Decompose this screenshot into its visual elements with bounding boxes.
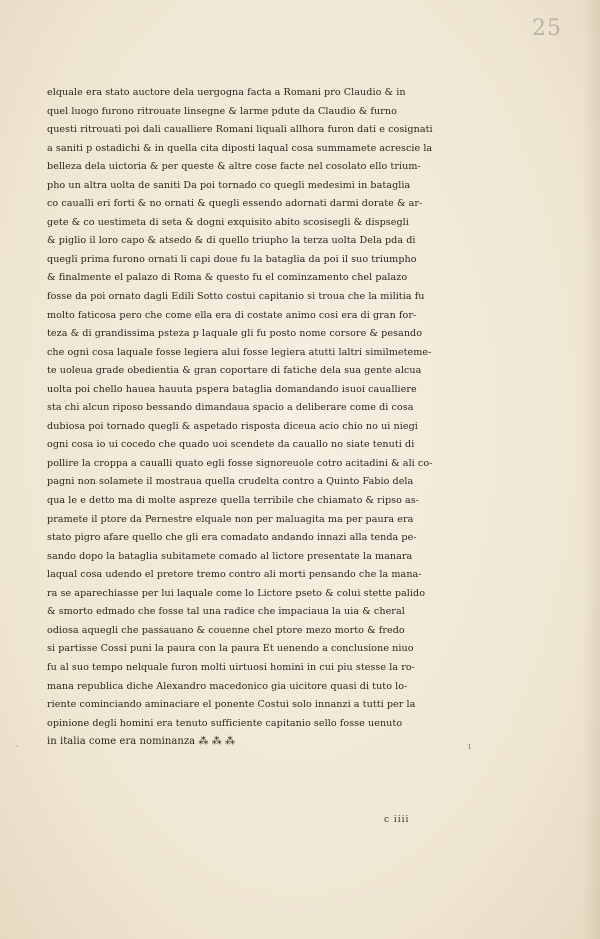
- text-line: pho un altra uolta de saniti Da poi tornado co quegli medesimi in bataglia: [47, 179, 411, 191]
- text-line: teza & di grandissima psteza p laquale gli fu posto nome corsore & pesando: [47, 328, 423, 340]
- text-line: co caualli eri forti & no ornati & quegli essendo adornati darmi dorate & ar-: [47, 198, 423, 210]
- text-line: opinione degli homini era tenuto sufficiente capitanio sello fosse uenuto: [47, 717, 403, 729]
- text-line: odiosa aquegli che passauano & couenne chel ptore mezo morto & fredo: [47, 624, 405, 636]
- text-line: fosse da poi ornato dagli Edili Sotto costui capitanio si troua che la militia fu: [47, 291, 425, 303]
- text-line: gete & co uestimeta di seta & dogni exquisito abito scosisegli & dispsegli: [47, 216, 409, 228]
- text-line: stato pigro afare quello che gli era comadato andando innazi alla tenda pe-: [47, 532, 417, 544]
- text-line: qua le e detto ma di molte aspreze quella terribile che chiamato & ripso as-: [47, 495, 420, 507]
- text-line: & finalmente el palazo di Roma & questo fu el cominzamento chel palazo: [47, 272, 408, 284]
- text-line: elquale era stato auctore dela uergogna facta a Romani pro Claudio & in: [47, 87, 406, 98]
- page-signature: c iiii: [384, 815, 410, 825]
- text-line: questi ritrouati poi dali caualliere Romani liquali allhora furon dati e cosignati: [47, 124, 433, 136]
- text-line: in italia come era nominanza ⁂ ⁂ ⁂: [47, 736, 236, 748]
- margin-dot: ·: [16, 742, 19, 752]
- text-line: pramete il ptore da Pernestre elquale non per maluagita ma per paura era: [47, 513, 414, 525]
- text-line: a saniti p ostadichi & in quella cita diposti laqual cosa summamete acrescie la: [47, 142, 433, 154]
- margin-mark: ı: [468, 742, 471, 752]
- text-line: riente cominciando aminaciare el ponente Costui solo innanzi a tutti per la: [47, 699, 416, 711]
- text-block: [47, 84, 472, 752]
- folio-number: 25: [532, 16, 562, 41]
- text-line: sando dopo la bataglia subitamete comado al lictore presentate la manara: [47, 550, 413, 562]
- text-line: te uoleua grade obedientia & gran coportare di fatiche dela sua gente alcua: [47, 365, 422, 377]
- text-line: mana republica diche Alexandro macedonico gia uicitore quasi di tuto lo-: [47, 680, 408, 692]
- text-line: quel luogo furono ritrouate linsegne & larme pdute da Claudio & furno: [47, 105, 397, 117]
- text-line: quegli prima furono ornati li capi doue fu la bataglia da poi il suo triumpho: [47, 253, 417, 265]
- text-line: sta chi alcun riposo bessando dimandaua spacio a deliberare come di cosa: [47, 402, 414, 414]
- text-line: ogni cosa io ui cocedo che quado uoi scendete da cauallo no siate tenuti di: [47, 439, 415, 451]
- text-line: & piglio il loro capo & atsedo & di quello triupho la terza uolta Dela pda di: [47, 235, 416, 247]
- text-line: fu al suo tempo nelquale furon molti uirtuosi homini in cui piu stesse la ro-: [47, 661, 415, 673]
- text-line: molto faticosa pero che come ella era di costate animo cosi era di gran for-: [47, 309, 417, 321]
- text-line: ra se aparechiasse per lui laquale come lo Lictore pseto & colui stette palido: [47, 587, 426, 599]
- text-line: laqual cosa udendo el pretore tremo contro ali morti pensando che la mana-: [47, 569, 422, 581]
- text-line: pollire la croppa a caualli quato egli fosse signoreuole cotro acitadini & ali co-: [47, 457, 433, 469]
- page-edge-shadow: [582, 0, 600, 939]
- text-line: uolta poi chello hauea hauuta pspera bataglia domandando isuoi caualliere: [47, 383, 417, 395]
- text-line: belleza dela uictoria & per queste & altre cose facte nel cosolato ello trium-: [47, 161, 421, 173]
- text-line: & smorto edmado che fosse tal una radice che impaciaua la uia & cheral: [47, 606, 405, 618]
- text-line: dubiosa poi tornado quegli & aspetado risposta diceua acio chio no ui niegi: [47, 420, 418, 432]
- text-line: che ogni cosa laquale fosse legiera alui fosse legiera atutti laltri similmeteme-: [47, 346, 432, 358]
- text-line: pagni non solamete il mostraua quella crudelta contro a Quinto Fabio dela: [47, 476, 414, 488]
- text-line: si partisse Cossi puni la paura con la paura Et uenendo a conclusione niuo: [47, 643, 414, 655]
